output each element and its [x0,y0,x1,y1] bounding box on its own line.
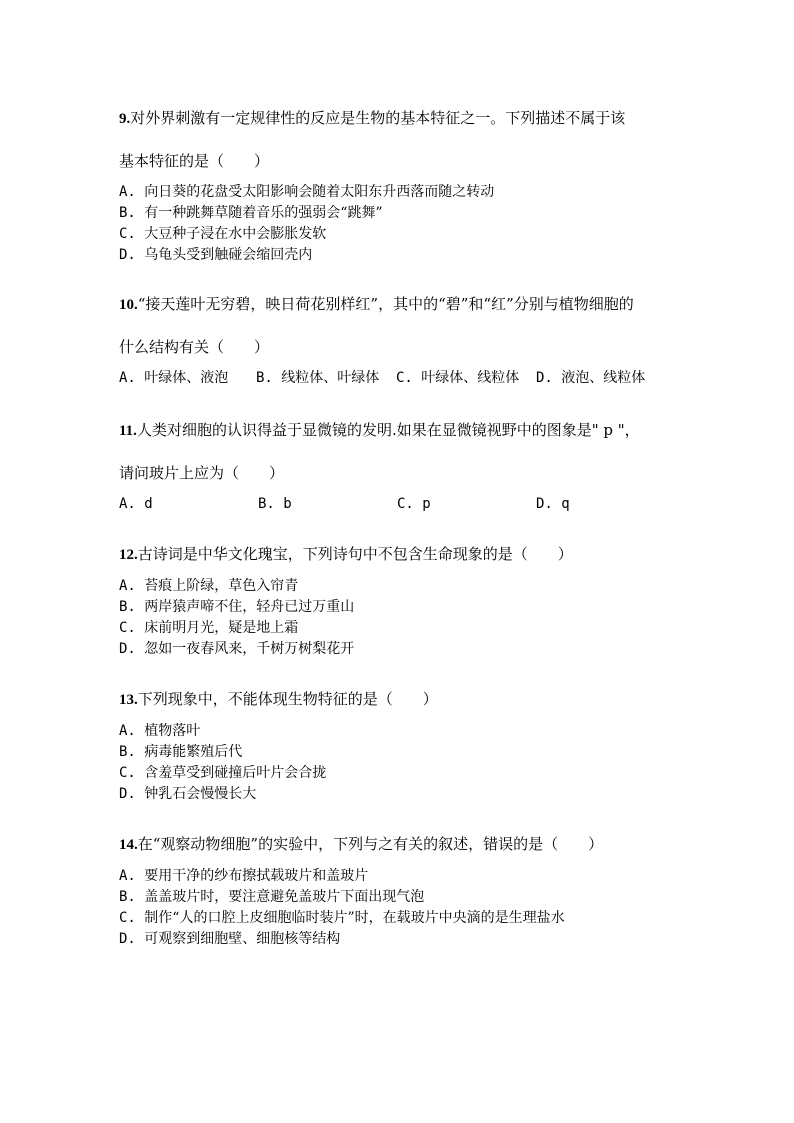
option-letter: B. [119,889,136,905]
question-stem [119,690,679,709]
stem-line-2: 什么结构有关（ ） [119,338,270,356]
option-text: 忽如一夜春风来，千树万树梨花开 [144,641,355,657]
question-number: 12. [119,547,138,563]
option-letter: C. [119,910,136,926]
option-letter: C. [119,226,136,242]
question-11 [119,421,679,515]
option-text: 制作“人的口腔上皮细胞临时装片”时，在载玻片中央滴的是生理盐水 [144,910,565,926]
option-b[interactable] [119,597,679,618]
question-stem [119,295,679,314]
stem-line-1: 在“观察动物细胞”的实验中，下列与之有关的叙述，错误的是（ ） [137,835,604,853]
option-letter: D. [536,496,553,512]
option-letter: A. [119,723,136,739]
stem-line-1: 人类对细胞的认识得益于显微镜的发明.如果在显微镜视野中的图象是" p "， [136,421,640,439]
stem-line-1: “接天莲叶无穷碧，映日荷花别样红”，其中的“碧”和“红”分别与植物细胞的 [137,295,634,313]
option-text: 病毒能繁殖后代 [144,744,243,760]
option-b[interactable] [258,494,397,515]
option-text: 钟乳石会慢慢长大 [144,786,257,802]
question-number: 11. [119,423,137,439]
question-stem [119,545,679,564]
option-text: 向日葵的花盘受太阳影响会随着太阳东升西落而随之转动 [144,184,495,200]
option-list [119,721,679,805]
question-12 [119,545,679,660]
option-row [119,368,679,389]
option-text: 液泡、线粒体 [561,370,646,386]
option-text: 含羞草受到碰撞后叶片会合拢 [144,765,327,781]
option-c[interactable] [397,494,536,515]
stem-line-1: 对外界刺激有一定规律性的反应是生物的基本特征之一。下列描述不属于该 [130,109,626,127]
option-d[interactable] [119,245,679,266]
option-text: 植物落叶 [144,723,201,739]
stem-line-1: 古诗词是中华文化瑰宝，下列诗句中不包含生命现象的是（ ） [137,545,573,563]
question-9 [119,109,679,266]
option-a[interactable] [119,721,679,742]
question-number: 10. [119,297,138,313]
option-list [119,182,679,266]
option-letter: D. [119,786,136,802]
option-letter: A. [119,370,136,386]
option-d[interactable] [119,784,679,805]
question-14 [119,835,679,950]
option-letter: B. [119,744,136,760]
option-a[interactable] [119,576,679,597]
option-letter: C. [397,496,414,512]
option-letter: A. [119,184,136,200]
option-letter: D. [119,247,136,263]
option-text: d [144,496,153,512]
question-number: 13. [119,692,138,708]
option-c[interactable] [119,763,679,784]
option-text: 床前明月光，疑是地上霜 [144,620,299,636]
option-letter: B. [119,599,136,615]
option-d[interactable] [119,929,679,950]
stem-line-1: 下列现象中，不能体现生物特征的是（ ） [137,690,438,708]
option-text: 苔痕上阶绿，草色入帘青 [144,578,299,594]
option-a[interactable] [119,494,258,515]
option-letter: D. [119,931,136,947]
option-d[interactable] [536,494,570,515]
option-b[interactable] [256,368,396,389]
stem-line-2: 基本特征的是（ ） [119,152,270,170]
option-text: 要用干净的纱布擦拭载玻片和盖玻片 [144,868,369,884]
option-text: 线粒体、叶绿体 [281,370,380,386]
option-letter: C. [119,765,136,781]
option-list [119,576,679,660]
option-letter: B. [256,370,273,386]
option-letter: D. [119,641,136,657]
option-letter: C. [119,620,136,636]
option-a[interactable] [119,368,256,389]
option-letter: A. [119,496,136,512]
option-c[interactable] [119,618,679,639]
option-text: 大豆种子浸在水中会膨胀发软 [144,226,327,242]
option-b[interactable] [119,203,679,224]
option-b[interactable] [119,887,679,908]
option-c[interactable] [396,368,536,389]
option-text: 有一种跳舞草随着音乐的强弱会“跳舞” [144,205,383,221]
option-d[interactable] [536,368,645,389]
option-text: 盖盖玻片时，要注意避免盖玻片下面出现气泡 [144,889,425,905]
question-13 [119,690,679,805]
stem-line-2: 请问玻片上应为（ ） [119,464,285,482]
option-row [119,494,679,515]
option-text: 两岸猿声啼不住，轻舟已过万重山 [144,599,355,615]
option-letter: B. [258,496,275,512]
option-letter: B. [119,205,136,221]
option-letter: A. [119,578,136,594]
option-list [119,866,679,950]
question-number: 14. [119,837,138,853]
question-stem [119,421,679,440]
option-text: p [422,496,431,512]
option-text: 叶绿体、线粒体 [421,370,520,386]
question-10 [119,295,679,389]
option-letter: C. [396,370,413,386]
question-stem [119,109,679,128]
option-text: 可观察到细胞壁、细胞核等结构 [144,931,341,947]
option-text: q [561,496,570,512]
option-d[interactable] [119,639,679,660]
option-text: 叶绿体、液泡 [144,370,229,386]
option-text: b [283,496,292,512]
option-c[interactable] [119,908,679,929]
option-letter: D. [536,370,553,386]
question-number: 9. [119,111,131,127]
option-letter: A. [119,868,136,884]
option-text: 乌龟头受到触碰会缩回壳内 [144,247,313,263]
option-b[interactable] [119,742,679,763]
option-a[interactable] [119,182,679,203]
option-c[interactable] [119,224,679,245]
option-a[interactable] [119,866,679,887]
question-stem [119,835,679,854]
